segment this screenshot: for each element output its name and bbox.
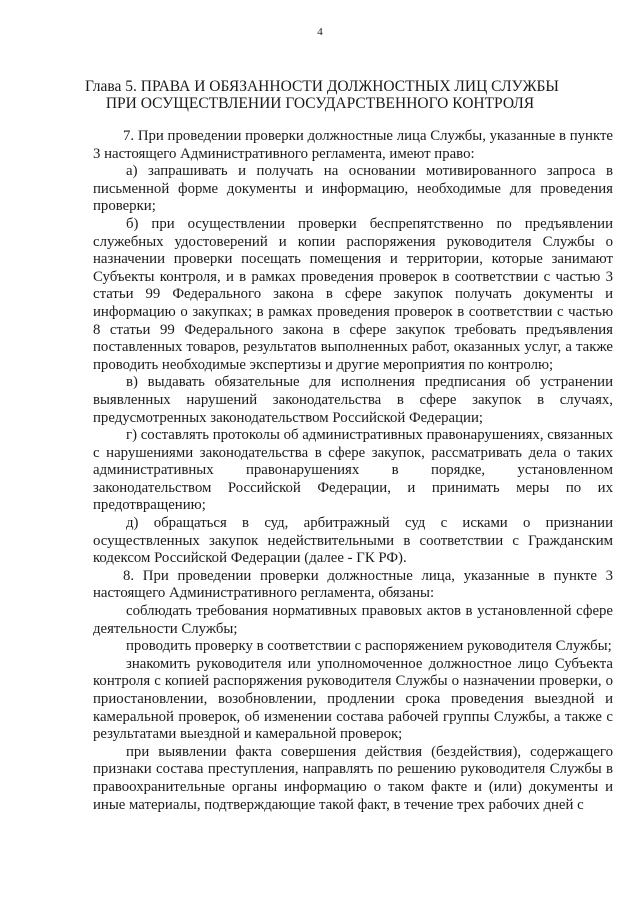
page-number: 4 xyxy=(317,26,323,38)
paragraph-8-item-2: проводить проверку в соответствии с распоряжением руководителя Службы; xyxy=(126,638,612,655)
chapter-title-line-1: Глава 5. ПРАВА И ОБЯЗАННОСТИ ДОЛЖНОСТНЫХ ЛИЦ СЛУЖБЫ xyxy=(85,78,559,95)
paragraph-7a: а) запрашивать и получать на основании мотивированного запроса в письменной форме документы и информацию, необходимые для проведения проверки; xyxy=(93,163,613,215)
paragraph-8: 8. При проведении проверки должностные лица, указанные в пункте 3 настоящего Административного регламента, обязаны: xyxy=(93,567,613,602)
paragraph-7v: в) выдавать обязательные для исполнения предписания об устранении выявленных нарушений законодательства в сфере закупок в случаях, предусмотренных законодательством Российской Федерации; xyxy=(93,374,613,426)
paragraph-8-item-4: при выявлении факта совершения действия (бездействия), содержащего признаки состава преступления, направлять по решению руководителя Службы в правоохранительные органы информацию о таком факте и (или) документы и иные материалы, подтверждающие такой факт, в течение трех рабочих дней с xyxy=(93,743,613,813)
chapter-heading xyxy=(85,78,559,112)
paragraph-7d: д) обращаться в суд, арбитражный суд с исками о признании осуществленных закупок недействительными в соответствии с Гражданским кодексом Российской Федерации (далее - ГК РФ). xyxy=(93,515,613,567)
chapter-title-line-2: ПРИ ОСУЩЕСТВЛЕНИИ ГОСУДАРСТВЕННОГО КОНТРОЛЯ xyxy=(105,95,535,112)
paragraph-7g: г) составлять протоколы об административных правонарушениях, связанных с нарушениями законодательства в сфере закупок, рассматривать дела о таких административных правонарушениях в порядке, установленном законодательством Российской Федерации, и принимать меры по их предотвращению; xyxy=(93,427,613,514)
paragraph-7: 7. При проведении проверки должностные лица Службы, указанные в пункте 3 настоящего Административного регламента, имеют право: xyxy=(93,128,613,162)
paragraph-8-item-3: знакомить руководителя или уполномоченное должностное лицо Субъекта контроля с копией распоряжения руководителя Службы о назначении проверки, о приостановлении, возобновлении, продлении срока проведения выездной и камеральной проверок, об изменении состава рабочей группы Службы, а также с результатами выездной и камеральной проверок; xyxy=(93,655,613,743)
paragraph-7b: б) при осуществлении проверки беспрепятственно по предъявлении служебных удостоверений и копии распоряжения руководителя Службы о назначении проверки посещать помещения и территории, которые занимают Субъекты контроля, и в рамках проведения проверок в соответствии с частью 3 статьи 99 Федерального закона в сфере закупок получать документы и информацию о закупках; в рамках проведения проверок в соответствии с частью 8 статьи 99 Федерального закона в сфере закупок требовать предъявления поставленных товаров, результатов выполненных работ, оказанных услуг, а также проводить необходимые экспертизы и другие мероприятия по контролю; xyxy=(93,215,613,373)
paragraph-8-item-1: соблюдать требования нормативных правовых актов в установленной сфере деятельности Службы; xyxy=(93,603,613,637)
document-body xyxy=(93,128,613,814)
